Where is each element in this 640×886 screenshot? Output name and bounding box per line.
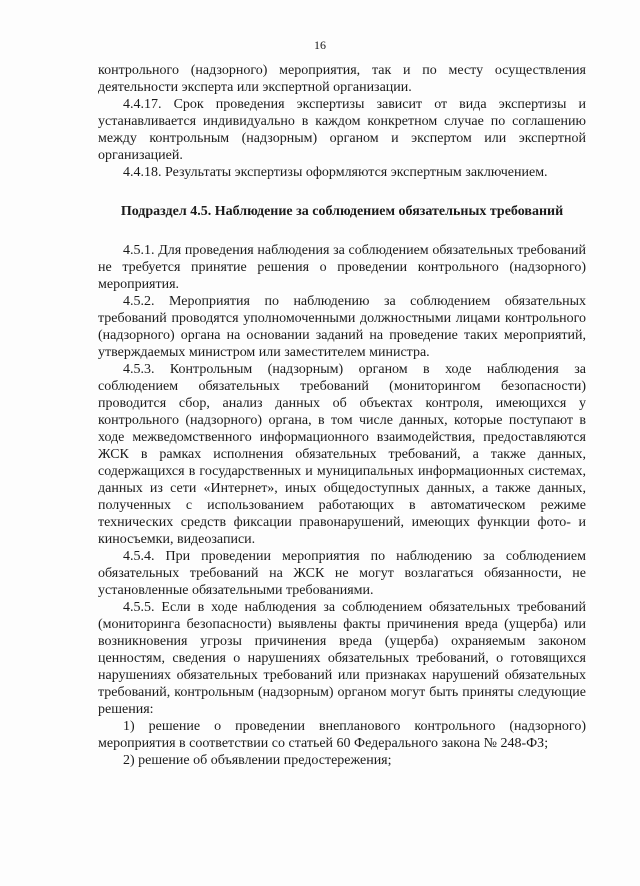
document-body xyxy=(98,62,586,769)
paragraph-4-5-1: 4.5.1. Для проведения наблюдения за соблюдением обязательных требований не требуется принятие решения о проведении контрольного (надзорного) мероприятия. xyxy=(98,243,586,292)
list-item-2: 2) решение об объявлении предостережения; xyxy=(123,753,392,768)
paragraph-4-5-3: 4.5.3. Контрольным (надзорным) органом в ходе наблюдения за соблюдением обязательных требований (мониторингом безопасности) проводится сбор, анализ данных об объектах контроля, имеющихся у контрольного (надзорного) органа, в том числе данных, которые поступают в ходе межведомственного информационного взаимодействия, предоставляются ЖСК в рамках исполнения обязательных требований, а также данных, содержащихся в государственных и муниципальных информационных системах, данных из сети «Интернет», иных общедоступных данных, а также данных, полученных с использованием работающих в автоматическом режиме технических средств фиксации правонарушений, имеющих функции фото- и киносъемки, видеозаписи. xyxy=(98,362,586,547)
list-item-1: 1) решение о проведении внепланового контрольного (надзорного) мероприятия в соответствии со статьей 60 Федерального закона № 248-ФЗ; xyxy=(98,719,586,751)
page-number: 16 xyxy=(314,38,326,52)
paragraph-4-5-4: 4.5.4. При проведении мероприятия по наблюдению за соблюдением обязательных требований на ЖСК не могут возлагаться обязанности, не установленные обязательными требованиями. xyxy=(98,549,586,598)
paragraph-4-4-18: 4.4.18. Результаты экспертизы оформляются экспертным заключением. xyxy=(123,165,548,180)
paragraph-4-5-2: 4.5.2. Мероприятия по наблюдению за соблюдением обязательных требований проводятся уполномоченными должностными лицами контрольного (надзорного) органа на основании заданий на проведение таких мероприятий, утверждаемых министром или заместителем министра. xyxy=(98,294,586,360)
paragraph-4-4-17: 4.4.17. Срок проведения экспертизы зависит от вида экспертизы и устанавливается индивидуально в каждом конкретном случае по соглашению между контрольным (надзорным) органом и экспертом или экспертной организацией. xyxy=(98,97,586,163)
paragraph-4-5-5: 4.5.5. Если в ходе наблюдения за соблюдением обязательных требований (мониторинга безопасности) выявлены факты причинения вреда (ущерба) или возникновения угрозы причинения вреда (ущерба) охраняемым законом ценностям, сведения о нарушениях обязательных требований, о готовящихся нарушениях обязательных требований или признаках нарушений обязательных требований, контрольным (надзорным) органом могут быть приняты следующие решения: xyxy=(98,600,586,717)
subsection-heading: Подраздел 4.5. Наблюдение за соблюдением обязательных требований xyxy=(120,204,564,219)
paragraph-continuation: контрольного (надзорного) мероприятия, так и по месту осуществления деятельности эксперта или экспертной организации. xyxy=(98,63,586,95)
